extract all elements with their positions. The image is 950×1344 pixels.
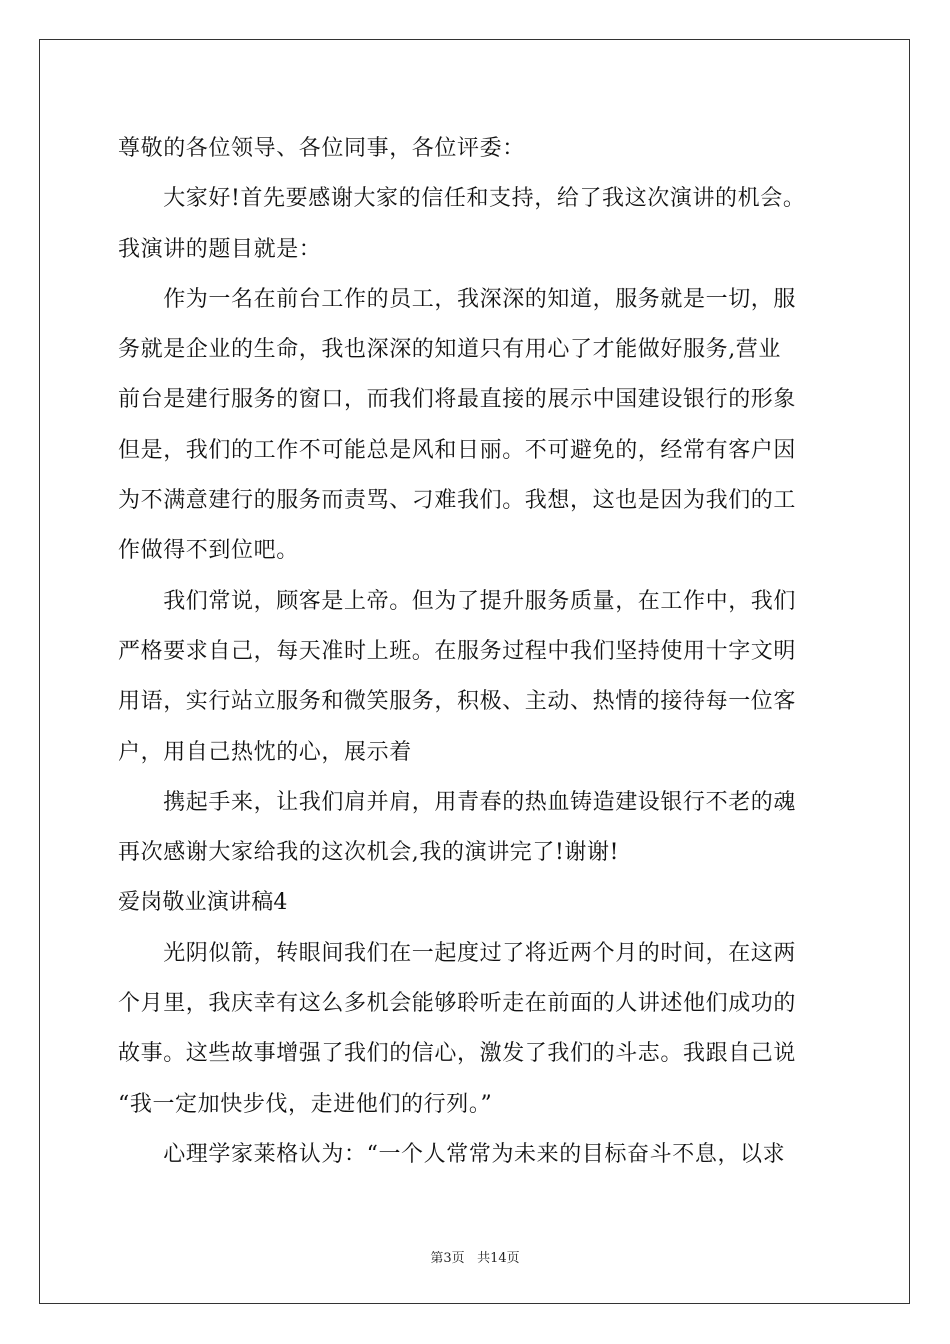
text-line: 用语，实行站立服务和微笑服务，积极、主动、热情的接待每一位客 xyxy=(118,689,797,715)
text-line: 心理学家莱格认为：“一个人常常为未来的目标奋斗不息，以求 xyxy=(118,1141,786,1167)
section-title: 爱岗敬业演讲稿4 xyxy=(118,890,288,916)
text-line: 户，用自己热忱的心，展示着 xyxy=(118,739,412,765)
text-line: 我演讲的题目就是： xyxy=(118,236,322,262)
page-number: 第3页 xyxy=(430,1251,465,1266)
document-body xyxy=(118,124,834,1180)
text-line: 严格要求自己，每天准时上班。在服务过程中我们坚持使用十字文明 xyxy=(118,638,797,664)
text-line: 前台是建行服务的窗口，而我们将最直接的展示中国建设银行的形象 xyxy=(118,387,797,413)
text-line: 携起手来，让我们肩并肩，用青春的热血铸造建设银行不老的魂 xyxy=(118,789,797,815)
text-line: 作为一名在前台工作的员工，我深深的知道，服务就是一切，服 xyxy=(118,286,797,312)
page-footer xyxy=(0,1247,950,1266)
text-line: 务就是企业的生命，我也深深的知道只有用心了才能做好服务,营业 xyxy=(118,337,781,363)
text-line: 光阴似箭，转眼间我们在一起度过了将近两个月的时间，在这两 xyxy=(118,940,797,966)
text-line: 但是，我们的工作不可能总是风和日丽。不可避免的，经常有客户因 xyxy=(118,437,797,463)
total-pages: 共14页 xyxy=(477,1251,520,1266)
text-line: 大家好!首先要感谢大家的信任和支持，给了我这次演讲的机会。 xyxy=(118,186,806,212)
text-line: 我们常说，顾客是上帝。但为了提升服务质量，在工作中，我们 xyxy=(118,588,797,614)
text-line: 故事。这些故事增强了我们的信心，激发了我们的斗志。我跟自己说 xyxy=(118,1041,797,1067)
text-line: 个月里，我庆幸有这么多机会能够聆听走在前面的人讲述他们成功的 xyxy=(118,991,797,1017)
text-line: 为不满意建行的服务而责骂、刁难我们。我想，这也是因为我们的工 xyxy=(118,488,797,514)
text-line: “我一定加快步伐，走进他们的行列。” xyxy=(118,1091,493,1117)
text-line: 再次感谢大家给我的这次机会,我的演讲完了!谢谢! xyxy=(118,840,620,866)
footer-gap xyxy=(465,1251,477,1266)
text-line: 作做得不到位吧。 xyxy=(118,538,299,564)
text-line: 尊敬的各位领导、各位同事，各位评委： xyxy=(118,136,525,161)
